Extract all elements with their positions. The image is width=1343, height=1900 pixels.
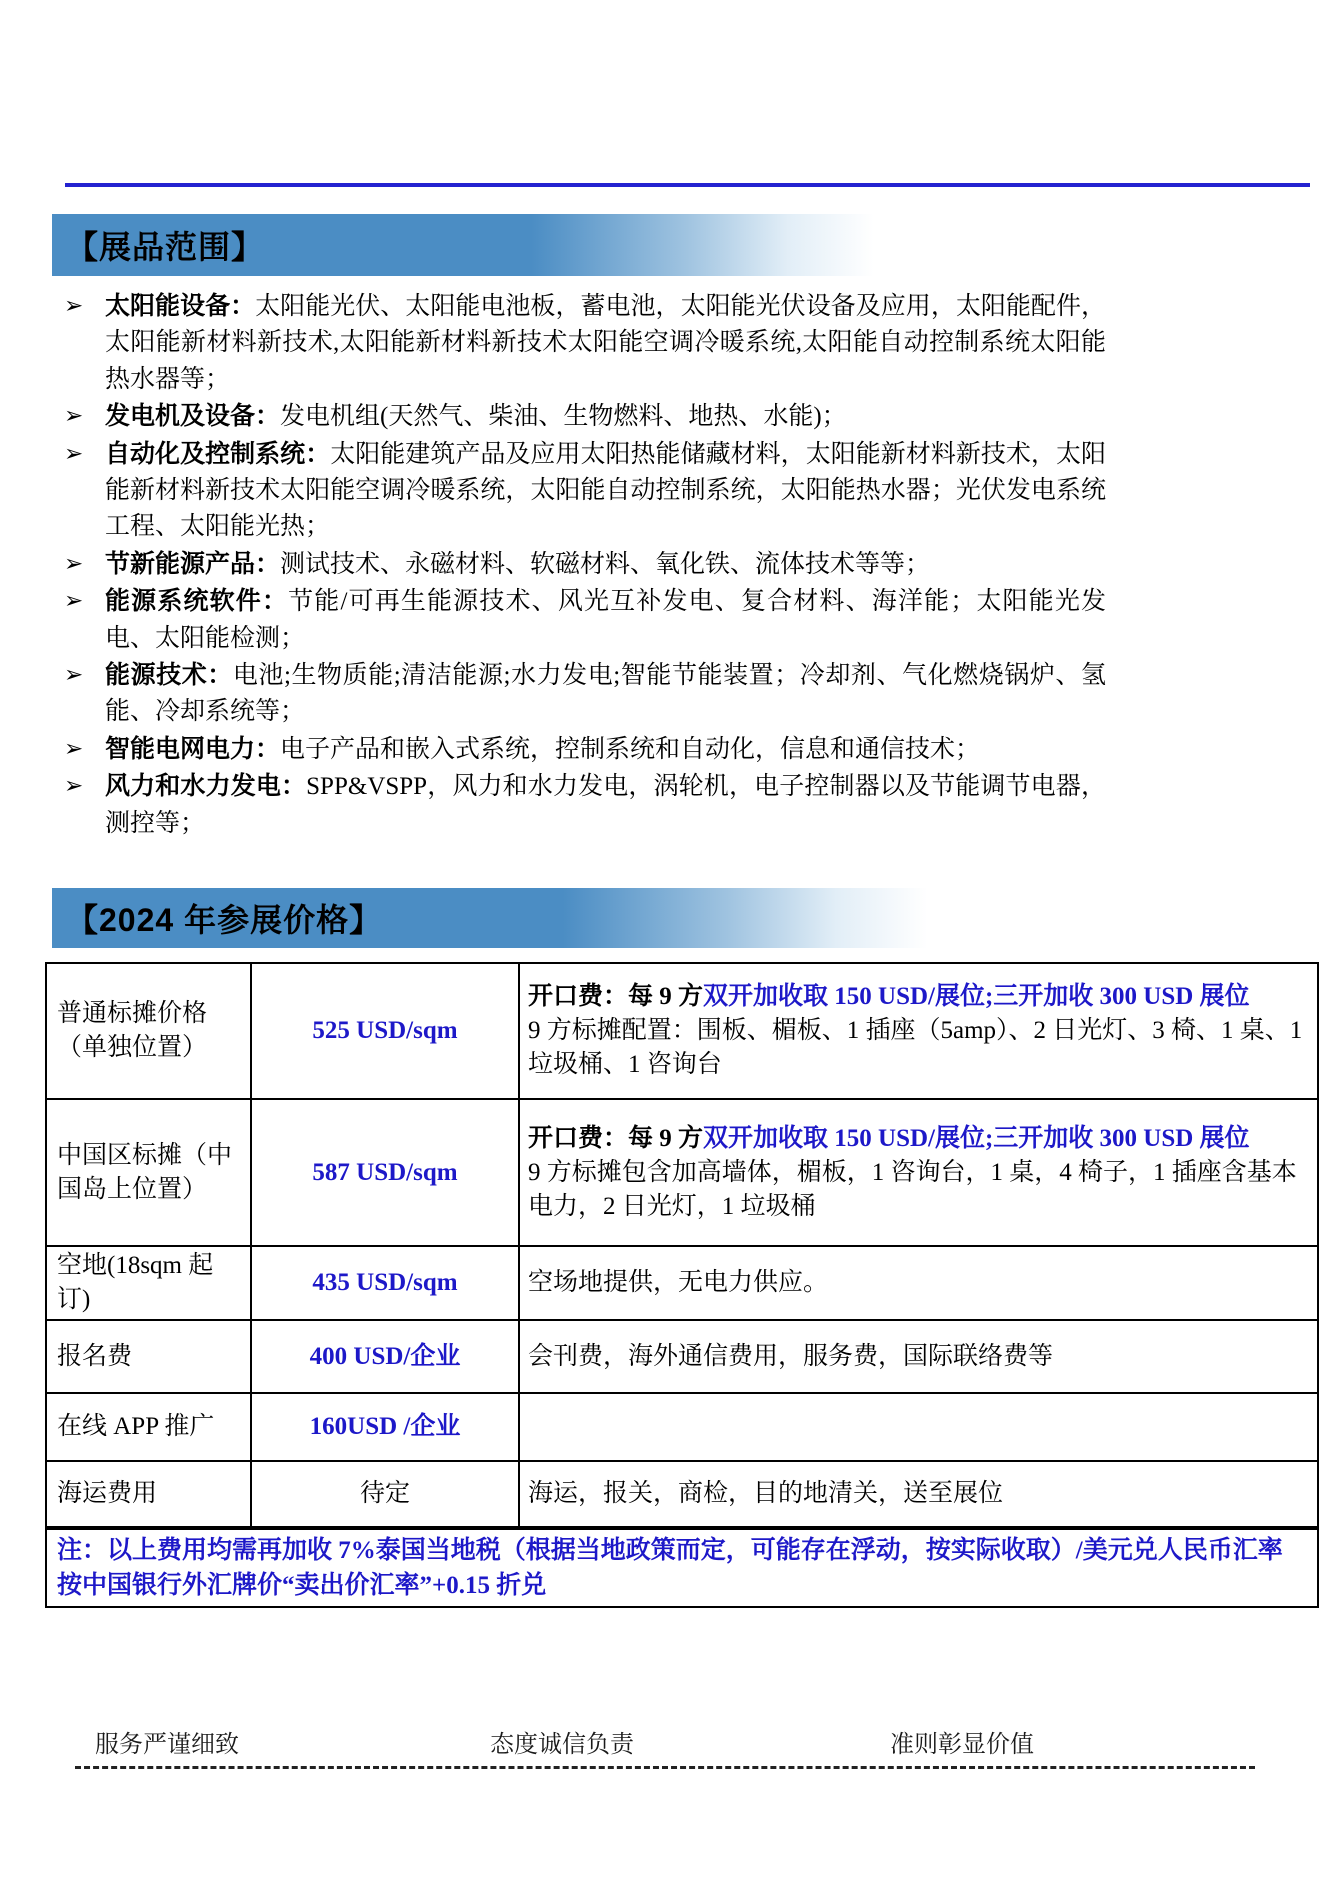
arrow-bullet-icon: ➢: [64, 662, 84, 689]
list-item: [62, 436, 1106, 546]
price-cell: [251, 1393, 519, 1461]
price-value: 待定: [359, 1480, 410, 1507]
item-label: 发电机及设备：: [105, 402, 281, 431]
price-cell: [251, 1246, 519, 1320]
item-label: 智能电网电力：: [105, 734, 281, 763]
footer-motto-attitude: 态度诚信负责: [490, 1732, 634, 1758]
item-text: 电池;生物质能;清洁能源;水力发电;智能节能装置；冷却剂、气化燃烧锅炉、氢能、冷却系统等；: [105, 662, 1106, 726]
item-text: 电子产品和嵌入式系统，控制系统和自动化，信息和通信技术；: [280, 735, 981, 763]
table-note-row: [46, 1528, 1318, 1607]
item-text: 节能/可再生能源技术、风光互补发电、复合材料、海洋能；太阳能光发电、太阳能检测；: [105, 588, 1106, 652]
description-cell: [519, 963, 1318, 1099]
desc-detail: 9 方标摊包含加高墙体，楣板，1 咨询台，1 桌，4 椅子，1 插座含基本电力，2 日光灯，1 垃圾桶: [528, 1158, 1297, 1220]
exhibit-scope-list: [62, 288, 1106, 842]
arrow-bullet-icon: ➢: [64, 588, 84, 615]
item-label: 节新能源产品：: [105, 549, 281, 578]
description-cell: [519, 1099, 1318, 1246]
item-label: 能源技术：: [105, 661, 233, 690]
booth-type-cell: 海运费用: [46, 1461, 251, 1528]
booth-type-cell: 普通标摊价格（单独位置）: [46, 963, 251, 1099]
section-header-scope: [52, 214, 908, 276]
item-text: 太阳能建筑产品及应用太阳热能储藏材料，太阳能新材料新技术，太阳能新材料新技术太阳能空调冷暖系统，太阳能自动控制系统，太阳能热水器；光伏发电系统工程、太阳能光热；: [105, 440, 1106, 541]
price-cell: [251, 1461, 519, 1528]
item-label: 能源系统软件：: [105, 587, 289, 616]
tax-note: 注：以上费用均需再加收 7%泰国当地税（根据当地政策而定，可能存在浮动，按实际收取）/美元兑人民币汇率按中国银行外汇牌价“卖出价汇率”+0.15 折兑: [46, 1528, 1318, 1607]
list-item: [62, 657, 1106, 731]
booth-type-cell: 空地(18sqm 起订): [46, 1246, 251, 1320]
description-cell: 空场地提供，无电力供应。: [519, 1246, 1318, 1320]
table-row: [46, 963, 1318, 1099]
price-value: 525 USD/sqm: [312, 1017, 458, 1044]
footer-motto-principle: 准则彰显价值: [890, 1732, 1034, 1758]
arrow-bullet-icon: ➢: [64, 440, 84, 467]
price-value: 435 USD/sqm: [312, 1269, 458, 1296]
item-text: 测试技术、永磁材料、软磁材料、氧化铁、流体技术等等；: [280, 550, 931, 578]
list-item: [62, 288, 1106, 398]
desc-prefix: 开口费：每 9 方: [528, 1124, 704, 1152]
footer-dashed-divider: [75, 1766, 1255, 1769]
arrow-bullet-icon: ➢: [64, 735, 84, 762]
item-text: SPP&VSPP，风力和水力发电，涡轮机，电子控制器以及节能调节电器，测控等；: [105, 773, 1106, 837]
booth-type-cell: 中国区标摊（中国岛上位置）: [46, 1099, 251, 1246]
arrow-bullet-icon: ➢: [64, 293, 84, 319]
price-value: 400 USD/企业: [309, 1342, 461, 1370]
table-row: [46, 1320, 1318, 1393]
desc-detail: 9 方标摊配置：围板、楣板、1 插座（5amp）、2 日光灯、3 椅、1 桌、1 垃圾桶、1 咨询台: [528, 1017, 1303, 1078]
scope-section-title: 【展品范围】: [66, 229, 265, 265]
desc-surcharge: 双开加收取 150 USD/展位;三开加收 300 USD 展位: [703, 983, 1250, 1010]
table-row: [46, 1461, 1318, 1528]
arrow-bullet-icon: ➢: [64, 773, 84, 800]
price-value: 587 USD/sqm: [312, 1158, 458, 1186]
price-cell: [251, 1099, 519, 1246]
desc-prefix: 开口费：每 9 方: [528, 983, 704, 1010]
description-cell: [519, 1393, 1318, 1461]
price-value: 160USD /企业: [309, 1413, 461, 1440]
top-divider-rule: [65, 183, 1310, 187]
booth-type-cell: 报名费: [46, 1320, 251, 1393]
price-table: [45, 962, 1319, 1608]
item-label: 太阳能设备：: [105, 292, 256, 320]
arrow-bullet-icon: ➢: [64, 550, 84, 577]
footer-motto-service: 服务严谨细致: [95, 1732, 239, 1758]
description-cell: 海运，报关，商检，目的地清关，送至展位: [519, 1461, 1318, 1528]
list-item: [62, 398, 1106, 435]
booth-type-cell: 在线 APP 推广: [46, 1393, 251, 1461]
item-text: 发电机组(天然气、柴油、生物燃料、地热、水能)；: [280, 403, 847, 431]
description-cell: 会刊费，海外通信费用，服务费，国际联络费等: [519, 1320, 1318, 1393]
section-header-price: [52, 888, 964, 948]
price-cell: [251, 963, 519, 1099]
item-label: 自动化及控制系统：: [105, 439, 331, 468]
item-text: 太阳能光伏、太阳能电池板，蓄电池，太阳能光伏设备及应用，太阳能配件，太阳能新材料新技术,太阳能新材料新技术太阳能空调冷暖系统,太阳能自动控制系统太阳能热水器等；: [105, 293, 1106, 393]
price-cell: [251, 1320, 519, 1393]
list-item: [62, 546, 1106, 583]
list-item: [62, 768, 1106, 842]
item-label: 风力和水力发电：: [105, 772, 307, 801]
table-row: [46, 1099, 1318, 1246]
list-item: [62, 583, 1106, 657]
price-section-title: 【2024 年参展价格】: [66, 902, 383, 938]
table-row: [46, 1393, 1318, 1461]
arrow-bullet-icon: ➢: [64, 403, 84, 430]
list-item: [62, 731, 1106, 768]
table-row: [46, 1246, 1318, 1320]
desc-surcharge: 双开加收取 150 USD/展位;三开加收 300 USD 展位: [703, 1124, 1250, 1152]
